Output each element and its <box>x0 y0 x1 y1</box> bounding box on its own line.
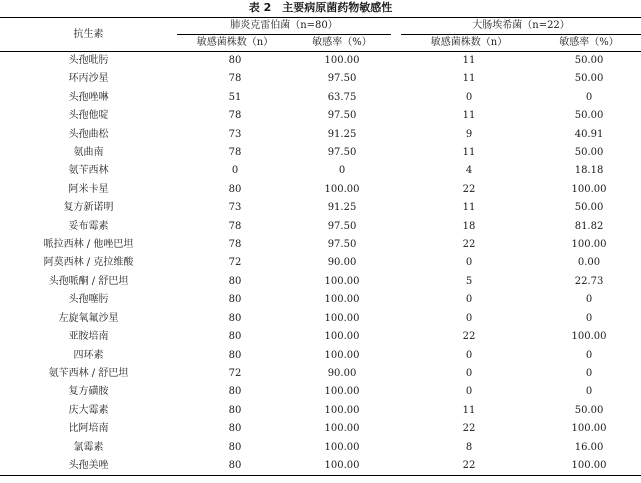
klebsiella-count-cell: 73 <box>228 128 242 140</box>
gap-cell <box>391 439 401 457</box>
drug-name-cell: 比阿培南 <box>68 423 109 435</box>
ecoli-count-cell: 22 <box>462 423 476 435</box>
klebsiella-rate-cell: 91.25 <box>327 128 357 140</box>
ecoli-count-cell: 0 <box>465 91 473 103</box>
table-row <box>0 310 641 328</box>
header-group-ecoli: 大肠埃希菌（n=22） <box>401 18 641 35</box>
klebsiella-rate-cell: 100.00 <box>324 294 360 306</box>
klebsiella-count-cell: 78 <box>228 220 242 232</box>
klebsiella-rate-cell: 100.00 <box>324 312 360 324</box>
drug-name-cell: 氨曲南 <box>73 147 104 159</box>
table-row <box>0 273 641 291</box>
ecoli-rate-cell: 22.73 <box>574 275 604 287</box>
klebsiella-count-cell: 78 <box>228 73 242 85</box>
klebsiella-count-cell: 80 <box>228 312 242 324</box>
drug-name-cell: 阿莫西林 / 克拉维酸 <box>43 257 134 269</box>
ecoli-rate-cell: 40.91 <box>574 128 604 140</box>
gap-cell <box>391 181 401 199</box>
klebsiella-rate-cell: 97.50 <box>327 239 357 251</box>
klebsiella-count-cell: 80 <box>228 294 242 306</box>
klebsiella-rate-cell: 90.00 <box>327 367 357 379</box>
klebsiella-count-cell: 80 <box>228 275 242 287</box>
klebsiella-count-cell: 51 <box>228 91 242 103</box>
gap-cell <box>391 328 401 346</box>
table-row <box>0 291 641 309</box>
table-row <box>0 144 641 162</box>
klebsiella-count-cell: 73 <box>228 202 242 214</box>
drug-name-cell: 复方磺胺 <box>68 386 109 398</box>
klebsiella-rate-cell: 100.00 <box>293 457 391 476</box>
ecoli-count-cell: 0 <box>465 367 473 379</box>
header-antibiotic: 抗生素 <box>0 18 177 52</box>
ecoli-count-cell: 11 <box>462 202 476 214</box>
gap-cell <box>391 347 401 365</box>
gap-cell <box>391 402 401 420</box>
header-gap-2 <box>391 35 401 52</box>
gap-cell <box>391 218 401 236</box>
ecoli-count-cell: 11 <box>462 110 476 122</box>
klebsiella-rate-cell: 100.00 <box>324 183 360 195</box>
header-gap <box>391 18 401 35</box>
drug-name-cell: 妥布霉素 <box>68 220 109 232</box>
table-row <box>0 236 641 254</box>
ecoli-count-cell: 11 <box>462 73 476 85</box>
klebsiella-count-cell: 78 <box>228 239 242 251</box>
ecoli-count-cell: 9 <box>465 128 473 140</box>
ecoli-count-cell: 22 <box>462 183 476 195</box>
header-count-1: 敏感菌株数（n） <box>177 35 293 52</box>
drug-name-cell: 头孢吡肟 <box>68 55 109 66</box>
gap-cell <box>391 273 401 291</box>
header-count-2: 敏感菌株数（n） <box>401 35 537 52</box>
klebsiella-count-cell: 78 <box>228 110 242 122</box>
drug-name-cell: 头孢曲松 <box>68 128 109 140</box>
ecoli-rate-cell: 0 <box>585 367 593 379</box>
klebsiella-count-cell: 80 <box>228 55 242 66</box>
gap-cell <box>391 70 401 88</box>
gap-cell <box>391 310 401 328</box>
klebsiella-rate-cell: 97.50 <box>327 220 357 232</box>
ecoli-rate-cell: 50.00 <box>574 73 604 85</box>
drug-name-cell: 头孢噻肟 <box>68 294 109 306</box>
table-row <box>0 420 641 438</box>
ecoli-rate-cell: 0 <box>585 91 593 103</box>
ecoli-rate-cell: 50.00 <box>574 202 604 214</box>
klebsiella-rate-cell: 100.00 <box>324 275 360 287</box>
gap-cell <box>391 162 401 180</box>
ecoli-count-cell: 0 <box>465 386 473 398</box>
klebsiella-count-cell: 0 <box>231 165 239 177</box>
table-row <box>0 383 641 401</box>
ecoli-rate-cell: 0 <box>585 386 593 398</box>
ecoli-count-cell: 0 <box>465 257 473 269</box>
table-row <box>0 328 641 346</box>
table-row <box>0 52 641 71</box>
klebsiella-rate-cell: 100.00 <box>324 441 360 453</box>
ecoli-count-cell: 11 <box>462 147 476 159</box>
klebsiella-rate-cell: 97.50 <box>327 147 357 159</box>
drug-name-cell: 左旋氧氟沙星 <box>58 312 119 324</box>
table-row <box>0 347 641 365</box>
gap-cell <box>391 383 401 401</box>
drug-name-cell: 复方新诺明 <box>63 202 114 214</box>
ecoli-count-cell: 0 <box>465 312 473 324</box>
klebsiella-count-cell: 78 <box>228 147 242 159</box>
klebsiella-rate-cell: 63.75 <box>327 91 357 103</box>
drug-name-cell: 环丙沙星 <box>68 73 109 85</box>
table-row <box>0 402 641 420</box>
klebsiella-count-cell: 80 <box>228 441 242 453</box>
klebsiella-rate-cell: 0 <box>338 165 346 177</box>
ecoli-rate-cell: 50.00 <box>574 404 604 416</box>
ecoli-count-cell: 22 <box>401 457 537 476</box>
gap-cell <box>391 107 401 125</box>
drug-name-cell: 氯霉素 <box>73 441 104 453</box>
susceptibility-table <box>0 17 641 476</box>
gap-cell <box>391 199 401 217</box>
drug-name-cell: 头孢唑啉 <box>68 91 109 103</box>
ecoli-rate-cell: 81.82 <box>574 220 604 232</box>
ecoli-rate-cell: 50.00 <box>574 55 604 66</box>
klebsiella-count-cell: 80 <box>228 183 242 195</box>
ecoli-rate-cell: 0 <box>585 349 593 361</box>
gap-cell <box>391 89 401 107</box>
ecoli-rate-cell: 100.00 <box>571 423 607 435</box>
ecoli-count-cell: 0 <box>465 349 473 361</box>
ecoli-count-cell: 5 <box>465 275 473 287</box>
gap-cell <box>391 291 401 309</box>
klebsiella-rate-cell: 90.00 <box>327 257 357 269</box>
ecoli-rate-cell: 16.00 <box>574 441 604 453</box>
table-row <box>0 162 641 180</box>
ecoli-rate-cell: 0 <box>585 312 593 324</box>
header-rate-2: 敏感率（%） <box>537 35 641 52</box>
drug-name-cell: 氨苄西林 <box>68 165 109 177</box>
table-row <box>0 199 641 217</box>
ecoli-count-cell: 22 <box>462 239 476 251</box>
table-caption: 表 2 主要病原菌药物敏感性 <box>248 1 393 14</box>
klebsiella-count-cell: 80 <box>228 349 242 361</box>
drug-name-cell: 氨苄西林 / 舒巴坦 <box>48 367 129 379</box>
gap-cell <box>391 126 401 144</box>
gap-cell <box>391 420 401 438</box>
table-row <box>0 365 641 383</box>
klebsiella-rate-cell: 97.50 <box>327 73 357 85</box>
ecoli-rate-cell: 100.00 <box>571 183 607 195</box>
klebsiella-rate-cell: 100.00 <box>324 386 360 398</box>
ecoli-count-cell: 11 <box>462 404 476 416</box>
table-body <box>0 52 641 476</box>
klebsiella-rate-cell: 100.00 <box>324 55 360 66</box>
gap-cell <box>391 457 401 476</box>
table-row <box>0 254 641 272</box>
drug-name-cell: 头孢他啶 <box>68 110 109 122</box>
klebsiella-count-cell: 72 <box>228 257 242 269</box>
ecoli-count-cell: 22 <box>462 331 476 343</box>
ecoli-rate-cell: 100.00 <box>571 239 607 251</box>
drug-name-cell: 四环素 <box>73 349 104 361</box>
table-row <box>0 89 641 107</box>
klebsiella-count-cell: 80 <box>177 457 293 476</box>
ecoli-rate-cell: 50.00 <box>574 147 604 159</box>
ecoli-rate-cell: 18.18 <box>574 165 604 177</box>
ecoli-count-cell: 11 <box>462 55 476 66</box>
ecoli-count-cell: 0 <box>465 294 473 306</box>
ecoli-count-cell: 4 <box>465 165 473 177</box>
klebsiella-rate-cell: 100.00 <box>324 404 360 416</box>
header-group-klebsiella: 肺炎克雷伯菌（n=80） <box>177 18 391 35</box>
klebsiella-rate-cell: 100.00 <box>324 349 360 361</box>
ecoli-count-cell: 18 <box>462 220 476 232</box>
ecoli-rate-cell: 0 <box>585 294 593 306</box>
klebsiella-count-cell: 80 <box>228 404 242 416</box>
klebsiella-count-cell: 80 <box>228 331 242 343</box>
table-row <box>0 218 641 236</box>
table-row <box>0 107 641 125</box>
ecoli-rate-cell: 50.00 <box>574 110 604 122</box>
drug-name-cell: 阿米卡星 <box>68 183 109 195</box>
gap-cell <box>391 144 401 162</box>
table-row <box>0 457 641 476</box>
header-rate-1: 敏感率（%） <box>293 35 391 52</box>
gap-cell <box>391 365 401 383</box>
table-row <box>0 181 641 199</box>
drug-name-cell: 头孢哌酮 / 舒巴坦 <box>48 275 129 287</box>
ecoli-rate-cell: 0.00 <box>577 257 601 269</box>
table-row <box>0 70 641 88</box>
drug-name-cell: 庆大霉素 <box>68 404 109 416</box>
klebsiella-count-cell: 80 <box>228 386 242 398</box>
table-row <box>0 439 641 457</box>
ecoli-count-cell: 8 <box>465 441 473 453</box>
klebsiella-rate-cell: 100.00 <box>324 423 360 435</box>
gap-cell <box>391 236 401 254</box>
klebsiella-rate-cell: 100.00 <box>324 331 360 343</box>
drug-name-cell: 亚胺培南 <box>68 331 109 343</box>
drug-name-cell: 头孢美唑 <box>0 457 177 476</box>
klebsiella-count-cell: 72 <box>228 367 242 379</box>
klebsiella-rate-cell: 91.25 <box>327 202 357 214</box>
gap-cell <box>391 254 401 272</box>
ecoli-rate-cell: 100.00 <box>571 331 607 343</box>
klebsiella-count-cell: 80 <box>228 423 242 435</box>
table-row <box>0 126 641 144</box>
gap-cell <box>391 52 401 71</box>
ecoli-rate-cell: 100.00 <box>537 457 641 476</box>
drug-name-cell: 哌拉西林 / 他唑巴坦 <box>43 239 134 251</box>
klebsiella-rate-cell: 97.50 <box>327 110 357 122</box>
